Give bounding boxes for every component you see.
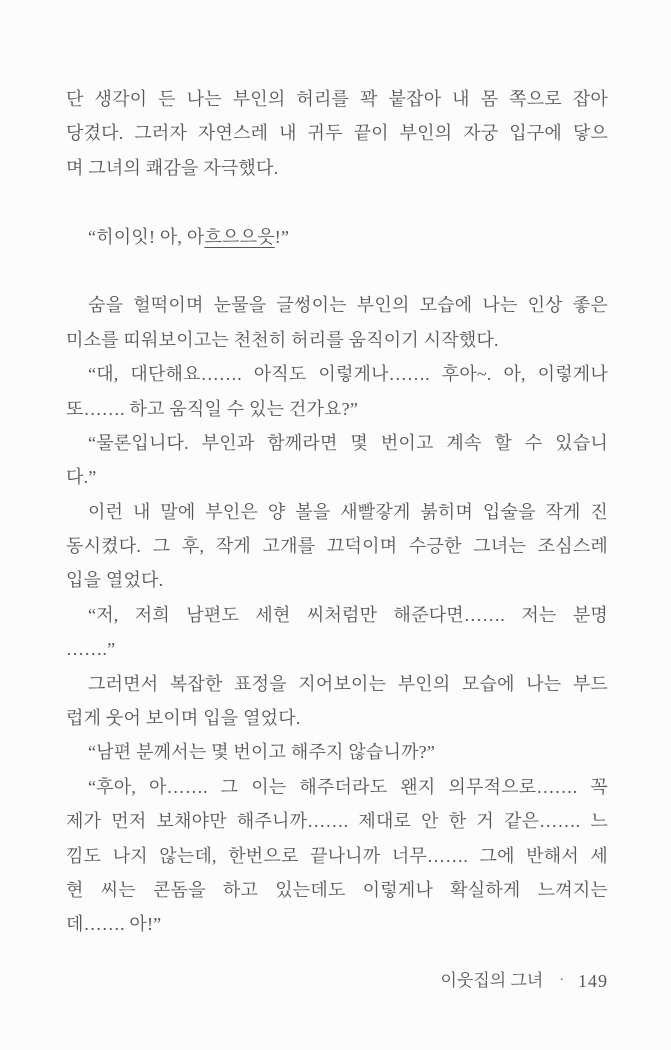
text-run: 데……. 아!” bbox=[66, 914, 162, 935]
text-line bbox=[66, 82, 608, 116]
text-line bbox=[66, 460, 608, 494]
text-line bbox=[66, 701, 608, 735]
text-run: “대, 대단해요……. 아직도 이렇게나……. 후아~. 아, 이렇게나 bbox=[88, 364, 608, 385]
text-run: 미소를 띠워보이고는 천천히 허리를 움직이기 시작했다. bbox=[66, 329, 499, 350]
text-line bbox=[66, 357, 608, 391]
footer-page-number: 149 bbox=[578, 971, 608, 991]
text-run: “저, 저희 남편도 세현 씨처럼만 해준다면……. 저는 분명 bbox=[88, 604, 608, 625]
text-run: 또……. 하고 움직일 수 있는 건가요?” bbox=[66, 398, 359, 419]
text-run: 동시켰다. 그 후, 작게 고개를 끄덕이며 수긍한 그녀는 조심스레 bbox=[66, 536, 608, 557]
text-line bbox=[66, 873, 608, 907]
text-run: 이런 내 말에 부인은 양 볼을 새빨갛게 붉히며 입술을 작게 진 bbox=[88, 501, 608, 522]
text-run: “물론입니다. 부인과 함께라면 몇 번이고 계속 할 수 있습니 bbox=[88, 432, 608, 453]
text-line bbox=[66, 116, 608, 150]
footer-book-title: 이웃집의 그녀 bbox=[440, 971, 544, 990]
text-run: 단 생각이 든 나는 부인의 허리를 꽉 붙잡아 내 몸 쪽으로 잡아 bbox=[66, 89, 608, 109]
text-line bbox=[66, 907, 608, 941]
text-line bbox=[66, 632, 608, 666]
text-run: 제가 먼저 보채야만 해주니까……. 제대로 안 한 거 같은……. 느 bbox=[66, 811, 608, 832]
text-run: 럽게 웃어 보이며 입을 열었다. bbox=[66, 708, 301, 729]
text-line bbox=[66, 495, 608, 529]
underlined-text: 흐으으읏 bbox=[204, 226, 275, 247]
text-line bbox=[66, 770, 608, 804]
text-run: 그러면서 복잡한 표정을 지어보이는 부인의 모습에 나는 부드 bbox=[88, 673, 608, 694]
text-line bbox=[66, 563, 608, 597]
running-footer bbox=[441, 968, 608, 994]
text-line bbox=[66, 392, 608, 426]
text-line bbox=[66, 804, 608, 838]
text-run: 당겼다. 그러자 자연스레 내 귀두 끝이 부인의 자궁 입구에 닿으 bbox=[66, 123, 608, 144]
text-run: 숨을 헐떡이며 눈물을 글썽이는 부인의 모습에 나는 인상 좋은 bbox=[88, 295, 608, 316]
text-line bbox=[66, 151, 608, 185]
text-run: “히이잇! 아, 아 bbox=[88, 226, 205, 247]
text-line bbox=[66, 288, 608, 322]
text-line bbox=[66, 220, 608, 254]
text-run: 다.” bbox=[66, 467, 97, 488]
text-run: 낌도 나지 않는데, 한번으로 끝나니까 너무……. 그에 반해서 세 bbox=[66, 845, 608, 866]
text-line bbox=[66, 667, 608, 701]
text-run: 입을 열었다. bbox=[66, 570, 164, 591]
text-run: 며 그녀의 쾌감을 자극했다. bbox=[66, 157, 279, 178]
text-run: !” bbox=[274, 226, 290, 247]
text-run: 현 씨는 콘돔을 하고 있는데도 이렇게나 확실하게 느껴지는 bbox=[66, 879, 608, 900]
text-line bbox=[66, 529, 608, 563]
text-line bbox=[66, 735, 608, 769]
text-line bbox=[66, 598, 608, 632]
text-run: “후아, 아……. 그 이는 해주더라도 왠지 의무적으로……. 꼭 bbox=[88, 776, 608, 797]
text-line bbox=[66, 426, 608, 460]
text-line bbox=[66, 323, 608, 357]
footer-separator-dot: · bbox=[559, 973, 564, 988]
text-line bbox=[66, 839, 608, 873]
text-run: “남편 분께서는 몇 번이고 해주지 않습니까?” bbox=[88, 742, 436, 763]
body-text bbox=[66, 82, 608, 942]
text-run: …….” bbox=[66, 639, 116, 660]
